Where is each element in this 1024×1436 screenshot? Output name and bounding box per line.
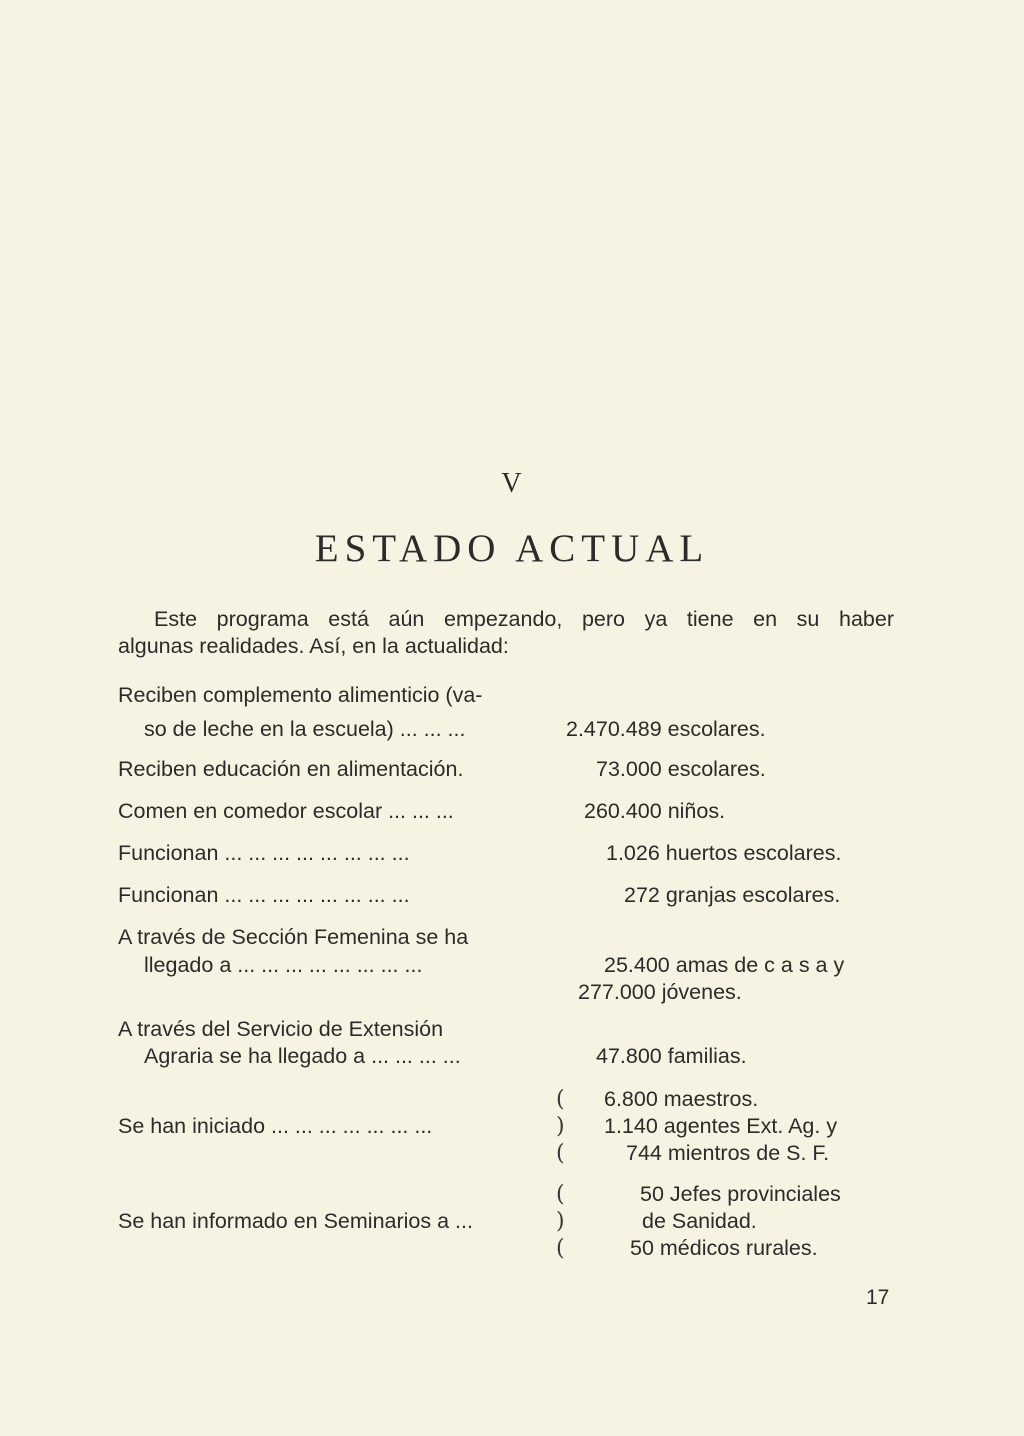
stat-label: A través del Servicio de Extensión — [118, 1017, 444, 1041]
page-number: 17 — [866, 1286, 890, 1309]
brace-bottom: ( — [556, 1236, 565, 1261]
stat-label: A través de Sección Femenina se ha — [118, 925, 469, 949]
stat-value: de Sanidad. — [642, 1209, 757, 1233]
chapter-number: V — [501, 468, 523, 499]
stat-value: 277.000 jóvenes. — [578, 980, 742, 1004]
stat-label: Agraria se ha llegado a ... ... ... ... — [144, 1044, 461, 1068]
stat-value: 744 mientros de S. F. — [626, 1141, 830, 1165]
intro-paragraph — [118, 606, 894, 660]
stat-value: 6.800 maestros. — [604, 1087, 759, 1111]
stat-value: 50 médicos rurales. — [630, 1236, 818, 1260]
stat-label: Comen en comedor escolar ... ... ... — [118, 799, 454, 823]
stat-label: Se han iniciado ... ... ... ... ... ... ... — [118, 1114, 433, 1138]
stat-value: 260.400 niños. — [584, 799, 726, 823]
stat-label: llegado a ... ... ... ... ... ... ... ... — [144, 953, 423, 977]
brace-top: ( — [556, 1182, 565, 1207]
stat-label: Funcionan ... ... ... ... ... ... ... ... — [118, 883, 410, 907]
stat-value: 1.140 agentes Ext. Ag. y — [604, 1114, 838, 1138]
stat-value: 47.800 familias. — [596, 1044, 747, 1068]
stat-value: 25.400 amas de c a s a y — [604, 953, 845, 977]
stat-value: 73.000 escolares. — [596, 757, 766, 781]
intro-line: algunas realidades. Así, en la actualidad: — [118, 634, 509, 658]
stat-label: so de leche en la escuela) ... ... ... — [144, 717, 466, 741]
stat-value: 1.026 huertos escolares. — [606, 841, 842, 865]
stat-label: Reciben educación en alimentación. — [118, 757, 464, 781]
brace-middle: ) — [556, 1114, 565, 1139]
stat-label: Se han informado en Seminarios a ... — [118, 1209, 473, 1233]
intro-line: Este programa está aún empezando, pero ya tiene en su haber — [154, 607, 894, 631]
stat-label: Reciben complemento alimenticio (va- — [118, 683, 483, 707]
stat-value: 50 Jefes provinciales — [640, 1182, 841, 1206]
stat-value: 272 granjas escolares. — [624, 883, 841, 907]
brace-bottom: ( — [556, 1141, 565, 1166]
stat-label: Funcionan ... ... ... ... ... ... ... ... — [118, 841, 410, 865]
chapter-title: ESTADO ACTUAL — [314, 527, 710, 570]
stat-value: 2.470.489 escolares. — [566, 717, 766, 741]
brace-top: ( — [556, 1087, 565, 1112]
brace-middle: ) — [556, 1209, 565, 1234]
